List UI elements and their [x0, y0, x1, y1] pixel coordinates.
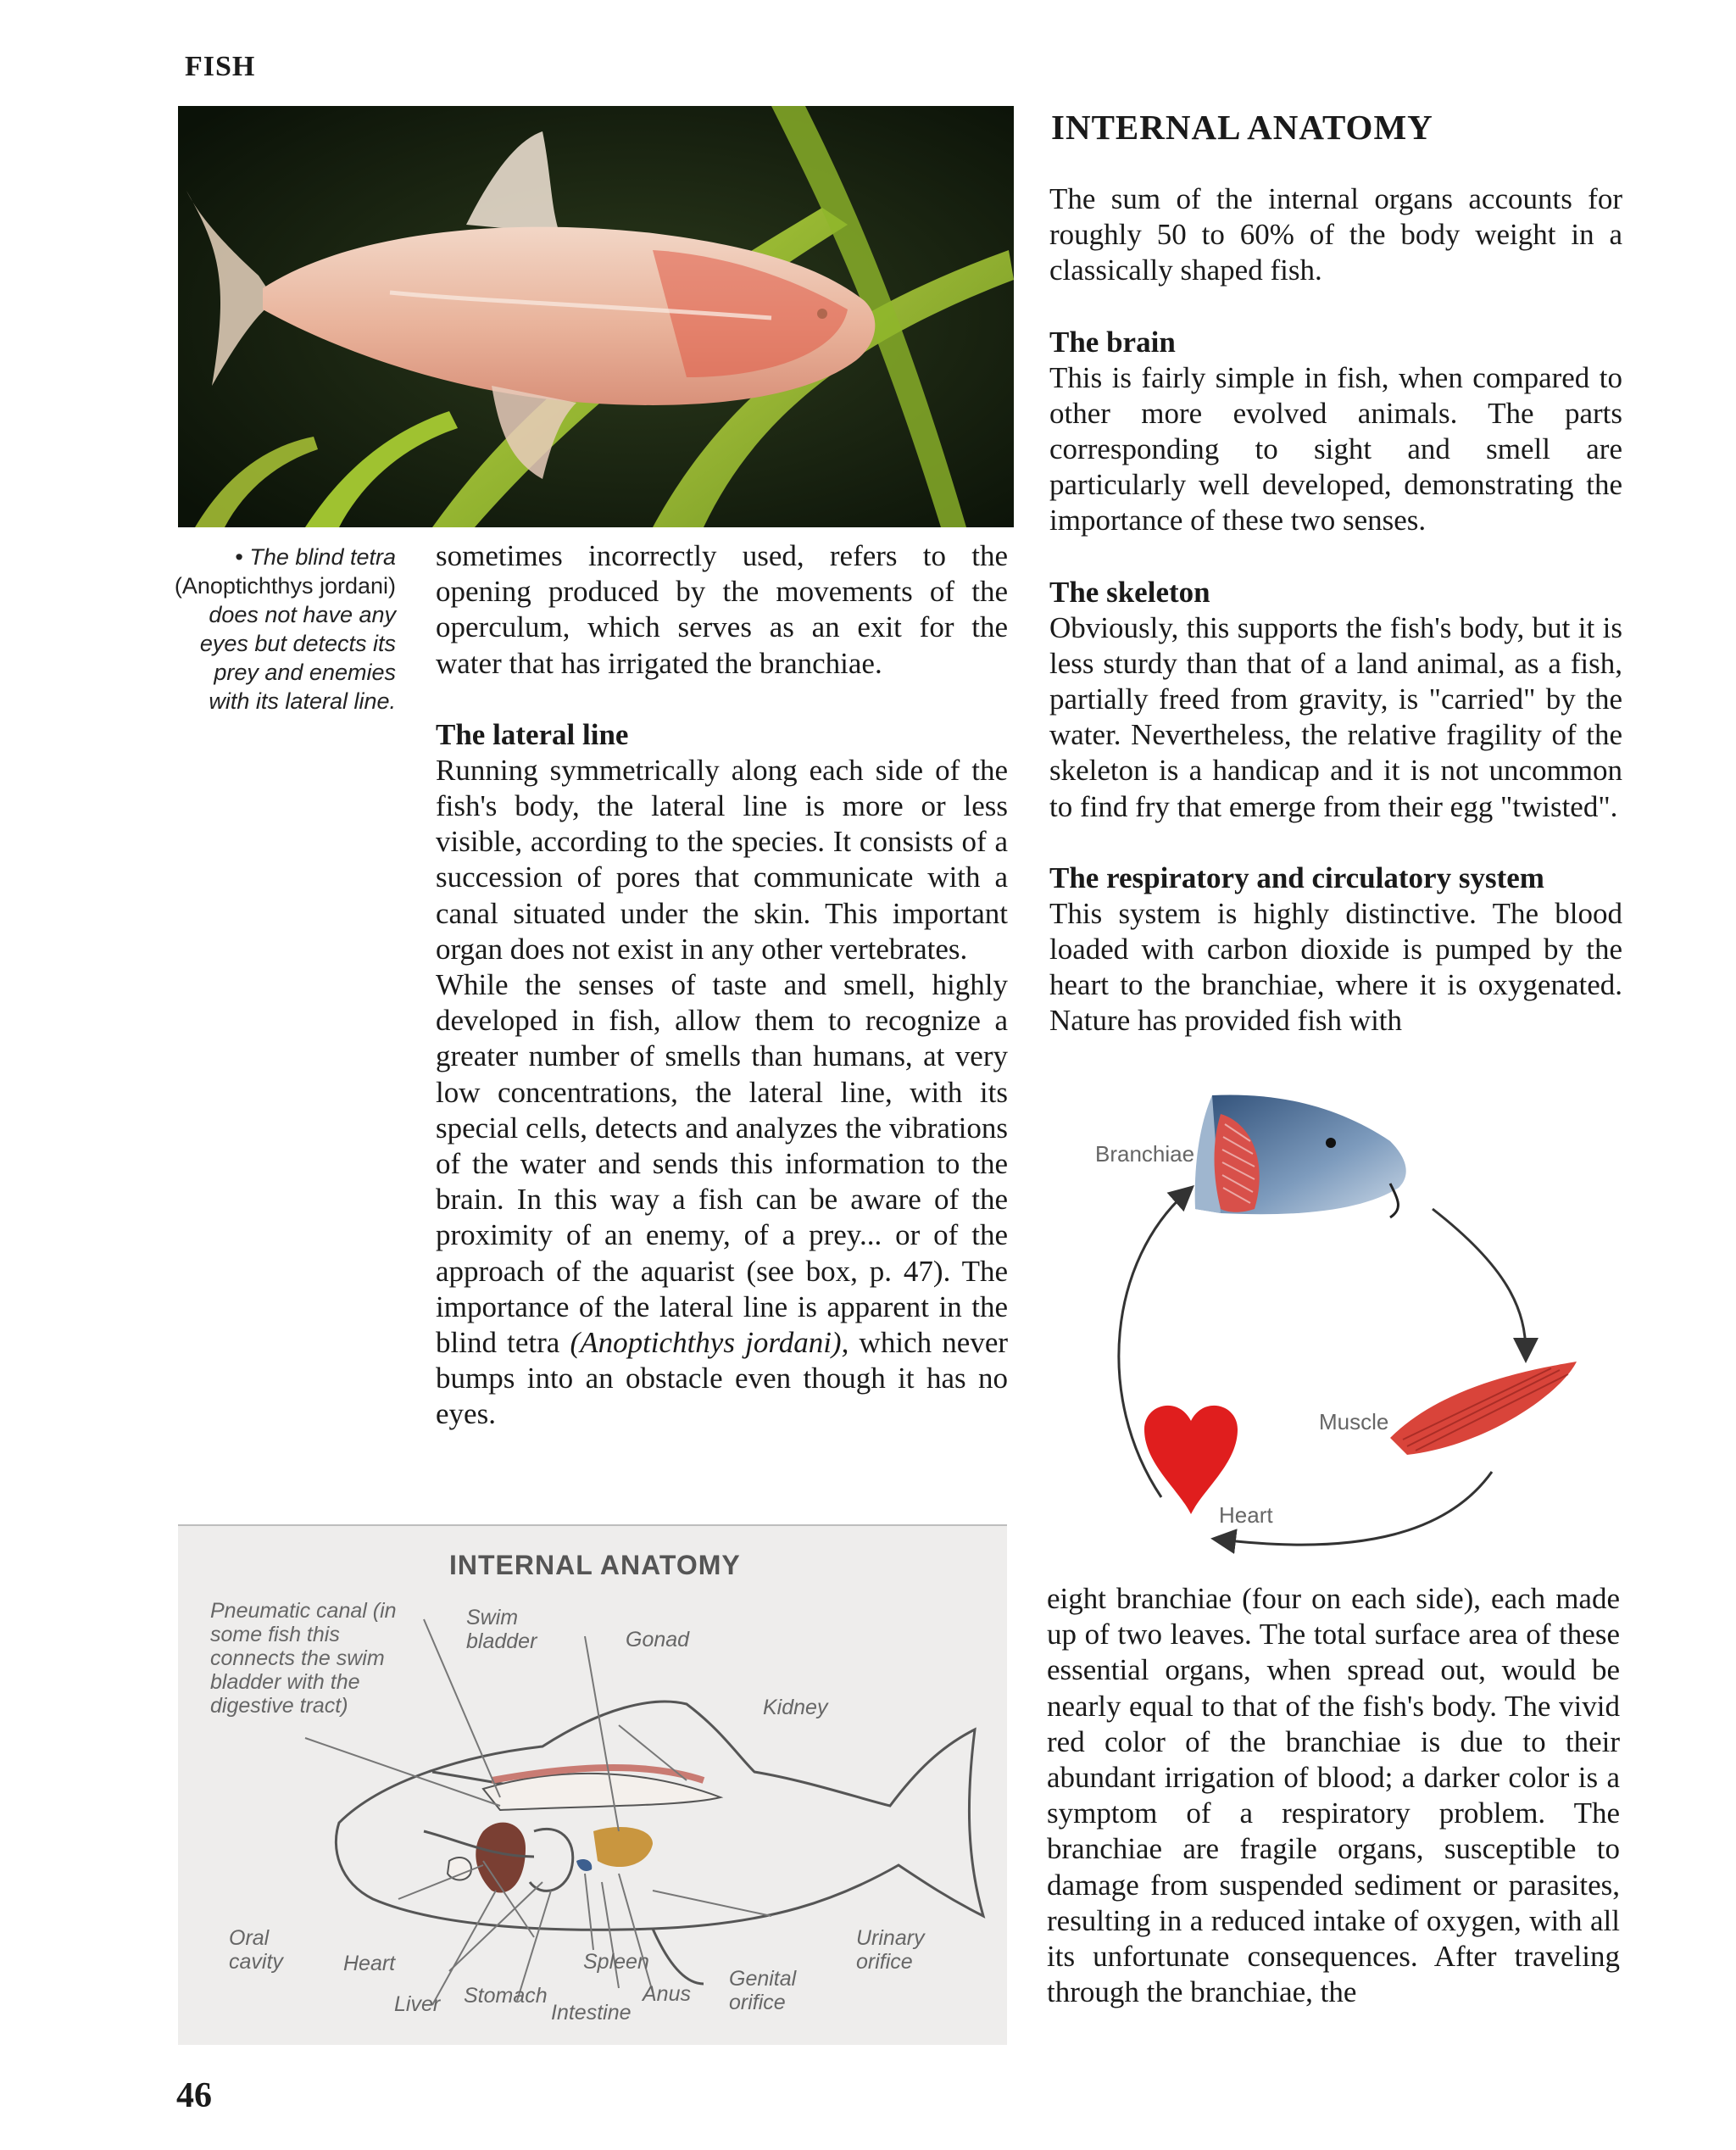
- species-name: (Anoptichthys jordani),: [570, 1326, 849, 1360]
- label-kidney: Kidney: [763, 1696, 828, 1719]
- label-muscle: Muscle: [1319, 1409, 1389, 1434]
- label-spleen: Spleen: [583, 1950, 649, 1974]
- label-gonad: Gonad: [626, 1628, 690, 1651]
- muscle-icon: [1390, 1362, 1577, 1455]
- caption-bullet: •: [235, 544, 243, 570]
- label-anus: Anus: [643, 1982, 691, 2006]
- blind-tetra-photo: [178, 106, 1014, 527]
- label-heart: Heart: [1219, 1502, 1273, 1528]
- heading-brain: The brain: [1049, 325, 1176, 359]
- photo-caption: [174, 543, 396, 716]
- paragraph-skeleton: Obviously, this supports the fish's body, but it is less sturdy than that of a land animal, as a fish, partially freed from gravity, is "carried" by the water. Nevertheless, the relative fragility of the skeleton is a handicap and it is not uncommon to find fry that emerge from their egg "twisted".: [1049, 610, 1622, 823]
- label-intestine: Intestine: [551, 2001, 632, 2025]
- label-oral-cavity: Oral cavity: [229, 1926, 283, 1974]
- heart-icon: [1144, 1406, 1238, 1514]
- middle-column: [436, 538, 1008, 1433]
- liver-icon: [476, 1823, 526, 1893]
- paragraph-operculum: sometimes incorrectly used, refers to the opening produced by the movements of the operculum, which serves as an exit for the water that has irrigated the branchiae.: [436, 539, 1008, 680]
- section-title: INTERNAL ANATOMY: [1051, 108, 1433, 147]
- label-pneumatic-canal: Pneumatic canal (in some fish this connects the swim bladder with the digestive tract): [210, 1599, 397, 1718]
- label-stomach: Stomach: [464, 1984, 548, 2008]
- stomach-icon: [530, 1829, 573, 1891]
- caption-species: (Anoptichthys jordani): [174, 573, 396, 599]
- circulation-diagram: [1085, 1090, 1590, 1570]
- paragraph-respiratory-a: This system is highly distinctive. The blood loaded with carbon dioxide is pumped by the heart to the branchiae, where it is oxygenated. Nature has provided fish with: [1049, 896, 1622, 1038]
- paragraph-lateral-line-1: Running symmetrically along each side of the fish's body, the lateral line is more or less visible, according to the species. It consists of a succession of pores that communicate with a canal situated under the skin. This important organ does not exist in any other vertebrates.: [436, 753, 1008, 966]
- caption-text-2: does not have any eyes but detects its prey and enemies with its lateral line.: [199, 602, 396, 714]
- label-genital-orifice: Genital orifice: [729, 1967, 797, 2014]
- right-column-bottom: [1047, 1581, 1620, 2010]
- label-urinary-orifice: Urinary orifice: [856, 1926, 925, 1974]
- heading-respiratory: The respiratory and circulatory system: [1049, 861, 1544, 894]
- heading-skeleton: The skeleton: [1049, 575, 1210, 609]
- spleen-icon: [576, 1859, 592, 1871]
- label-heart: Heart: [343, 1952, 396, 1975]
- paragraph-lateral-line-2: [436, 967, 1008, 1433]
- heading-lateral-line: The lateral line: [436, 717, 629, 751]
- caption-text-1: The blind tetra: [249, 544, 396, 570]
- fish-head-icon: [1195, 1094, 1406, 1217]
- paragraph-intro: The sum of the internal organs accounts for roughly 50 to 60% of the body weight in a classically shaped fish.: [1049, 182, 1622, 287]
- lateral-line-text-a: While the senses of taste and smell, highly developed in fish, allow them to recognize a greater number of smells than humans, at very low concentrations, the lateral line, with its special cells, detects and analyzes the vibrations of the water and sends this information to the brain. In this way a fish can be aware of the proximity of an enemy, of a prey... or of the approach of the aquarist (see box, p. 47). The importance of the lateral line is apparent in the blind tetra: [436, 968, 1008, 1360]
- heart-organ-icon: [448, 1858, 471, 1880]
- page-number: 46: [176, 2076, 212, 2115]
- label-branchiae: Branchiae: [1095, 1141, 1195, 1167]
- lateral-line-text-b: which never bumps into an obstacle even though it has no eyes.: [436, 1326, 1009, 1431]
- paragraph-respiratory-b: eight branchiae (four on each side), each made up of two leaves. The total surface area of these essential organs, when spread out, would be nearly equal to that of the fish's body. The vivid red color of the branchiae is due to their abundant irrigation of blood; a darker color is a symptom of a respiratory problem. The branchiae are fragile organs, susceptible to damage from suspended sediment or parasites, resulting in a reduced intake of oxygen, with all its unfortunate consequences. After traveling through the branchiae, the: [1047, 1582, 1620, 2009]
- label-liver: Liver: [394, 1992, 441, 2016]
- running-head: FISH: [185, 51, 256, 82]
- gonad-icon: [593, 1827, 653, 1867]
- internal-anatomy-diagram: [178, 1524, 1007, 2045]
- right-column-top: [1049, 181, 1622, 1039]
- paragraph-brain: This is fairly simple in fish, when compared to other more evolved animals. The parts corresponding to sight and smell are particularly well developed, demonstrating the importance of these two senses.: [1049, 360, 1622, 538]
- anatomy-title: INTERNAL ANATOMY: [449, 1550, 741, 1580]
- label-swim-bladder: Swim bladder: [466, 1606, 537, 1653]
